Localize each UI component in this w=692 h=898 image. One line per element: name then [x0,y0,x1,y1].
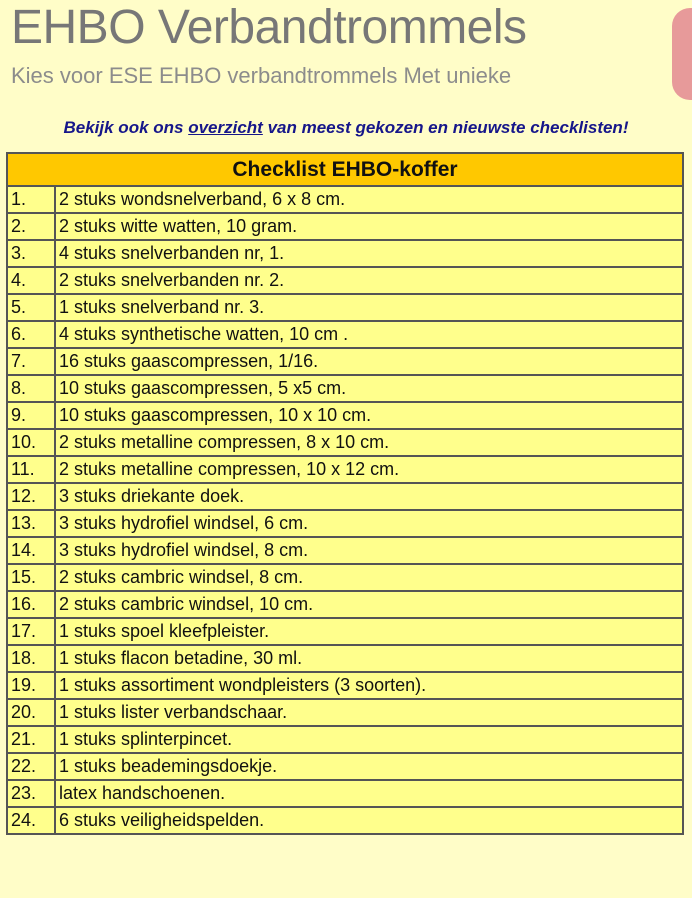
table-row [7,537,683,564]
row-number: 10. [7,429,55,456]
checklist-header-row [7,153,683,186]
overview-link[interactable]: overzicht [188,118,263,137]
table-row [7,294,683,321]
row-item: 1 stuks flacon betadine, 30 ml. [55,645,683,672]
table-row [7,591,683,618]
table-row [7,267,683,294]
row-number: 12. [7,483,55,510]
row-item: latex handschoenen. [55,780,683,807]
table-row [7,483,683,510]
table-row [7,348,683,375]
row-number: 15. [7,564,55,591]
row-item: 10 stuks gaascompressen, 10 x 10 cm. [55,402,683,429]
row-number: 16. [7,591,55,618]
row-item: 1 stuks assortiment wondpleisters (3 soorten). [55,672,683,699]
row-number: 3. [7,240,55,267]
table-row [7,429,683,456]
table-row [7,375,683,402]
row-item: 1 stuks splinterpincet. [55,726,683,753]
promo-text-before: Bekijk ook ons [63,118,189,137]
table-row [7,402,683,429]
table-row [7,213,683,240]
table-row [7,564,683,591]
row-item: 2 stuks snelverbanden nr. 2. [55,267,683,294]
row-item: 1 stuks lister verbandschaar. [55,699,683,726]
table-row [7,321,683,348]
table-row [7,240,683,267]
checklist-table [6,152,684,835]
site-subtitle: Kies voor ESE EHBO verbandtrommels Met unieke [11,63,512,88]
menu-tab[interactable] [672,8,692,100]
table-row [7,186,683,213]
row-item: 16 stuks gaascompressen, 1/16. [55,348,683,375]
row-number: 5. [7,294,55,321]
row-number: 13. [7,510,55,537]
row-item: 2 stuks metalline compressen, 8 x 10 cm. [55,429,683,456]
table-row [7,618,683,645]
row-number: 22. [7,753,55,780]
row-item: 1 stuks spoel kleefpleister. [55,618,683,645]
row-item: 4 stuks synthetische watten, 10 cm . [55,321,683,348]
checklist-body [7,186,683,834]
row-item: 3 stuks hydrofiel windsel, 6 cm. [55,510,683,537]
row-item: 2 stuks wondsnelverband, 6 x 8 cm. [55,186,683,213]
row-number: 14. [7,537,55,564]
row-number: 1. [7,186,55,213]
row-number: 19. [7,672,55,699]
table-row [7,753,683,780]
row-number: 24. [7,807,55,834]
row-item: 4 stuks snelverbanden nr, 1. [55,240,683,267]
row-item: 1 stuks beademingsdoekje. [55,753,683,780]
row-item: 6 stuks veiligheidspelden. [55,807,683,834]
row-number: 18. [7,645,55,672]
row-number: 23. [7,780,55,807]
promo-text [0,116,692,140]
row-item: 2 stuks cambric windsel, 10 cm. [55,591,683,618]
row-item: 1 stuks snelverband nr. 3. [55,294,683,321]
row-number: 20. [7,699,55,726]
row-item: 2 stuks witte watten, 10 gram. [55,213,683,240]
table-row [7,726,683,753]
table-row [7,672,683,699]
row-item: 2 stuks cambric windsel, 8 cm. [55,564,683,591]
table-row [7,645,683,672]
site-title: EHBO Verbandtrommels [11,1,527,54]
row-number: 7. [7,348,55,375]
table-row [7,699,683,726]
row-number: 17. [7,618,55,645]
row-number: 8. [7,375,55,402]
row-number: 6. [7,321,55,348]
row-number: 4. [7,267,55,294]
row-number: 11. [7,456,55,483]
table-row [7,510,683,537]
row-number: 9. [7,402,55,429]
row-number: 21. [7,726,55,753]
row-item: 3 stuks hydrofiel windsel, 8 cm. [55,537,683,564]
table-row [7,807,683,834]
row-item: 3 stuks driekante doek. [55,483,683,510]
row-item: 2 stuks metalline compressen, 10 x 12 cm. [55,456,683,483]
table-row [7,456,683,483]
table-row [7,780,683,807]
row-number: 2. [7,213,55,240]
row-item: 10 stuks gaascompressen, 5 x5 cm. [55,375,683,402]
checklist-title: Checklist EHBO-koffer [7,153,683,186]
promo-text-after: van meest gekozen en nieuwste checklisten! [262,118,629,137]
